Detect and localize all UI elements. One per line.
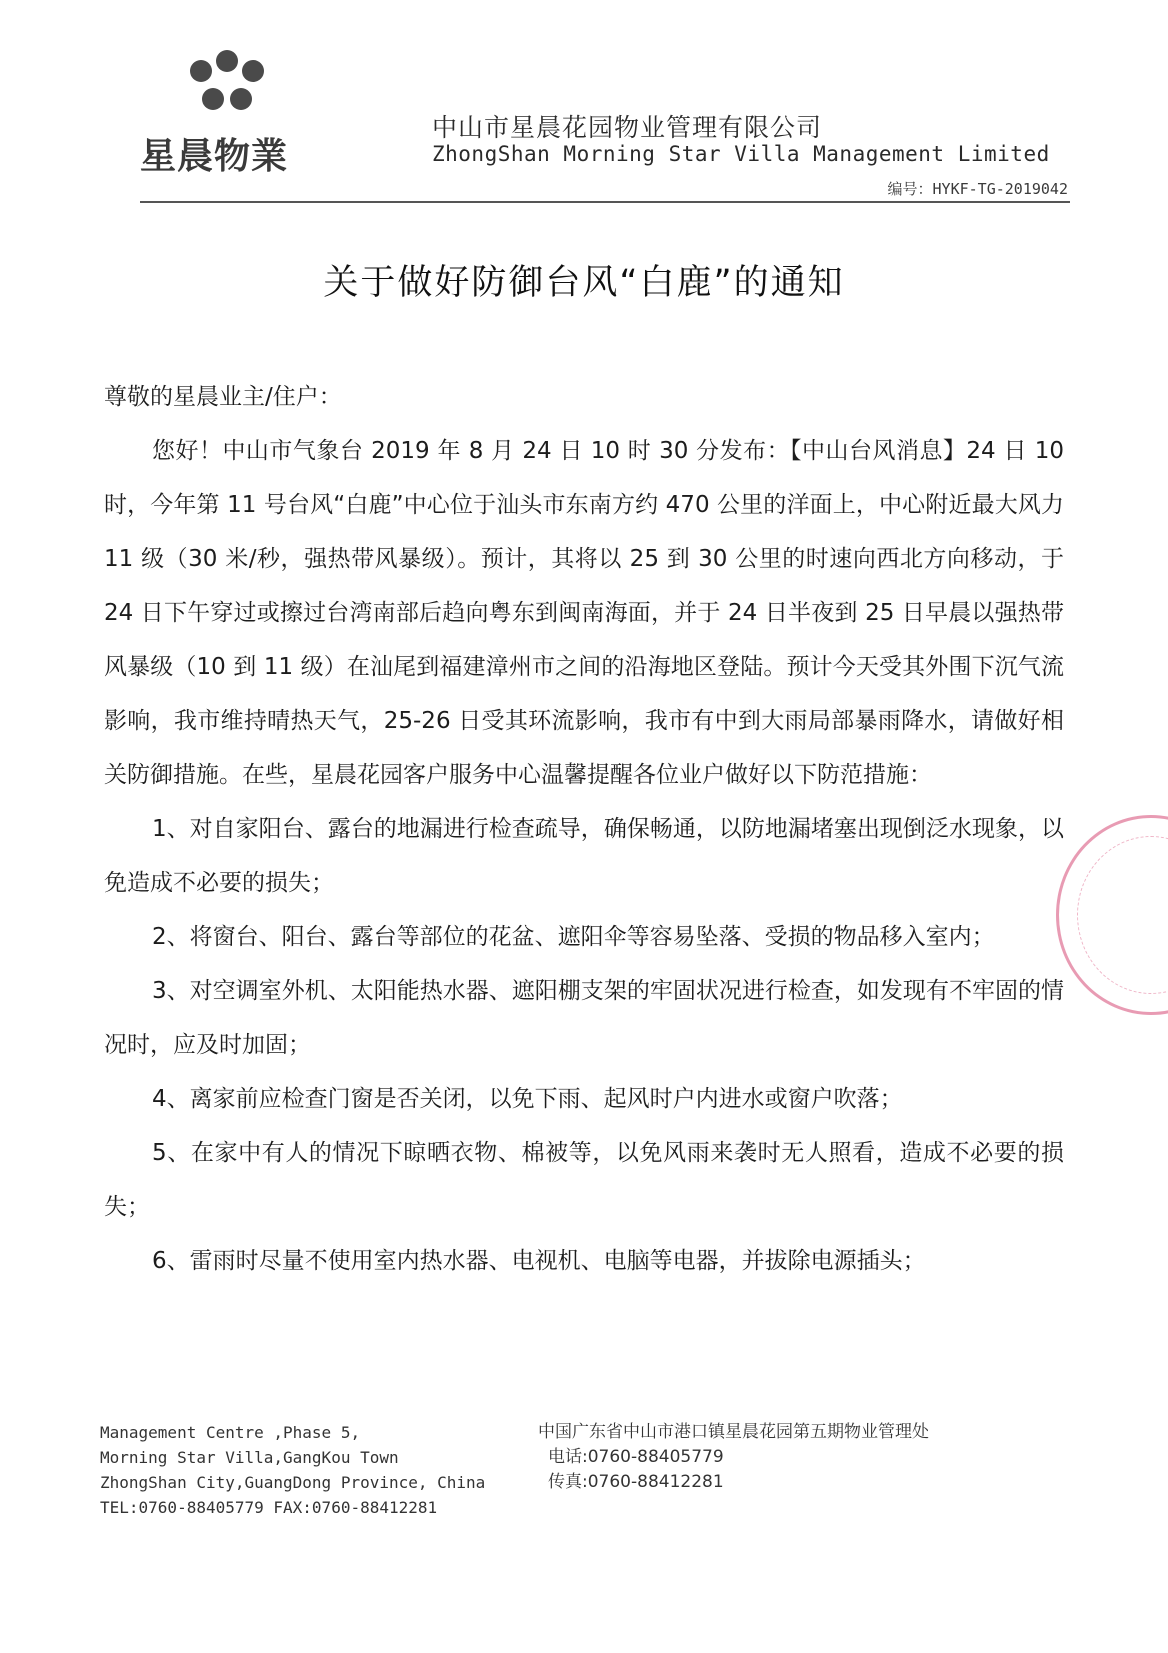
footer-address-cn [538, 1420, 929, 1495]
header-divider [140, 201, 1070, 203]
company-name-cn: 中山市星晨花园物业管理有限公司 [432, 113, 823, 142]
footer-line: Morning Star Villa,GangKou Town [100, 1448, 399, 1467]
intro-paragraph: 您好！中山市气象台 2019 年 8 月 24 日 10 时 30 分发布：【中山台风消息】24 日 10 时，今年第 11 号台风“白鹿”中心位于汕头市东南方约 470 公里的洋面上，中心附近最大风力 11 级（30 米/秒，强热带风暴级）。预计，其将以 25 到 30 公里的时速向西北方向移动，于 24 日下午穿过或擦过台湾南部后趋向粤东到闽南海面，并于 24 日半夜到 25 日早晨以强热带风暴级（10 到 11 级）在汕尾到福建漳州市之间的沿海地区登陆。预计今天受其外围下沉气流影响，我市维持晴热天气，25-26 日受其环流影响，我市有中到大雨局部暴雨降水，请做好相关防御措施。在些，星晨花园客户服务中心温馨提醒各位业户做好以下防范措施： [104, 438, 1064, 788]
footer-fax: 传真:0760-88412281 [548, 1472, 724, 1492]
logo-flower-icon [182, 50, 272, 122]
company-logo [140, 50, 310, 180]
footer-line: 中国广东省中山市港口镇星晨花园第五期物业管理处 [538, 1422, 929, 1442]
footer-line: ZhongShan City,GuangDong Province, China [100, 1473, 486, 1492]
list-item: 5、在家中有人的情况下晾晒衣物、棉被等，以免风雨来袭时无人照看，造成不必要的损失； [104, 1140, 1064, 1220]
footer-address-en [100, 1420, 485, 1520]
notice-title: 关于做好防御台风“白鹿”的通知 [323, 263, 845, 303]
notice-body [104, 370, 1064, 1288]
logo-text: 星晨物業 [140, 136, 289, 177]
list-item: 4、离家前应检查门窗是否关闭，以免下雨、起风时户内进水或窗户吹落； [152, 1086, 903, 1112]
seal-inner-ring [1077, 836, 1168, 994]
salutation: 尊敬的星晨业主/住户： [104, 384, 342, 410]
list-item: 6、雷雨时尽量不使用室内热水器、电视机、电脑等电器，并拔除电源插头； [152, 1248, 926, 1274]
footer-phone: 电话:0760-88405779 [548, 1447, 724, 1467]
list-item: 2、将窗台、阳台、露台等部位的花盆、遮阳伞等容易坠落、受损的物品移入室内； [152, 924, 995, 950]
company-name-en: ZhongShan Morning Star Villa Management Limited [432, 142, 1050, 166]
document-number: 编号：HYKF-TG-2019042 [887, 180, 1068, 198]
footer-line: TEL:0760-88405779 FAX:0760-88412281 [100, 1498, 438, 1517]
list-item: 3、对空调室外机、太阳能热水器、遮阳棚支架的牢固状况进行检查，如发现有不牢固的情况时，应及时加固； [104, 978, 1064, 1058]
footer-line: Management Centre ,Phase 5, [100, 1423, 361, 1442]
company-seal-stamp [1056, 815, 1168, 1015]
list-item: 1、对自家阳台、露台的地漏进行检查疏导，确保畅通，以防地漏堵塞出现倒泛水现象，以免造成不必要的损失； [104, 816, 1064, 896]
